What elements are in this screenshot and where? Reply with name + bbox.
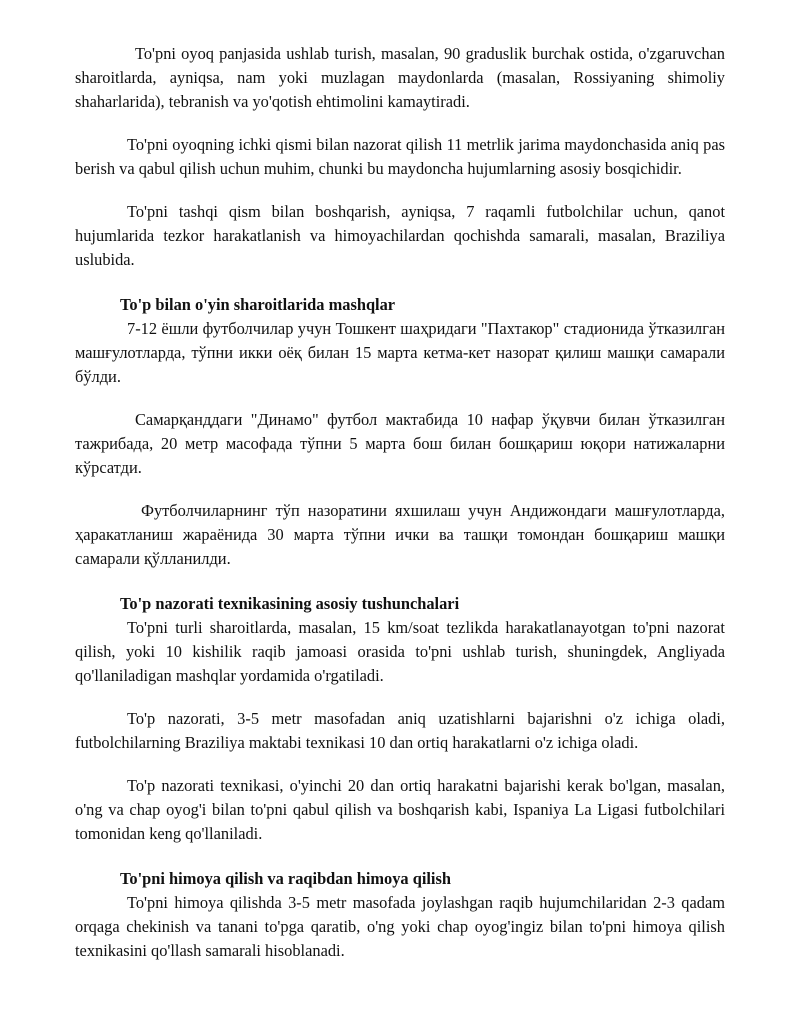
- paragraph: To'pni himoya qilishda 3-5 metr masofada joylashgan raqib hujumchilaridan 2-3 qadam orqaga chekinish va tanani to'pga qaratib, o'ng yoki chap oyog'ingiz bilan to'pni himoya qilish texnikasini qo'llash samarali hisoblanadi.: [75, 893, 725, 960]
- paragraph: To'p nazorati, 3-5 metr masofadan aniq uzatishlarni bajarishni o'z ichiga oladi, futbolchilarning Braziliya maktabi texnikasi 10 dan ortiq harakatlarni o'z ichiga oladi.: [75, 709, 725, 752]
- paragraph: To'pni oyoqning ichki qismi bilan nazorat qilish 11 metrlik jarima maydonchasida aniq pas berish va qabul qilish uchun muhim, chunki bu maydoncha hujumlarning asosiy bosqichidir.: [75, 135, 725, 178]
- paragraph: Самарқанддаги "Динамо" футбол мактабида 10 нафар ўқувчи билан ўтказилган тажрибада, 20 метр масофада тўпни 5 марта бош билан бошқариш юқори натижаларни кўрсатди.: [75, 410, 725, 477]
- paragraph: To'pni turli sharoitlarda, masalan, 15 km/soat tezlikda harakatlanayotgan to'pni nazorat qilish, yoki 10 kishilik raqib jamoasi orasida to'pni ushlab turish, shuningdek, Angliyada qo'llaniladigan mashqlar yordamida o'rgatiladi.: [75, 618, 725, 685]
- section-heading: To'p bilan o'yin sharoitlarida mashqlar: [120, 295, 396, 314]
- document-page: [75, 42, 725, 963]
- paragraph: Футболчиларнинг тўп назоратини яхшилаш учун Андижондаги машғулотларда, ҳаракатланиш жараёнида 30 марта тўпни ички ва ташқи томондан бошқариш машқи самарали қўлланилди.: [75, 501, 725, 568]
- paragraph: To'p nazorati texnikasi, o'yinchi 20 dan ortiq harakatni bajarishi kerak bo'lgan, masalan, o'ng va chap oyog'i bilan to'pni qabul qilish va boshqarish kabi, Ispaniya La Ligasi futbolchilari tomonidan keng qo'llaniladi.: [75, 776, 725, 843]
- paragraph: To'pni tashqi qism bilan boshqarish, ayniqsa, 7 raqamli futbolchilar uchun, qanot hujumlarida tezkor harakatlanish va himoyachilardan qochishda samarali, masalan, Braziliya uslubida.: [75, 202, 725, 269]
- section-heading: To'p nazorati texnikasining asosiy tushunchalari: [120, 594, 460, 613]
- paragraph: To'pni oyoq panjasida ushlab turish, masalan, 90 graduslik burchak ostida, o'zgaruvchan sharoitlarda, ayniqsa, nam yoki muzlagan maydonlarda (masalan, Rossiyaning shimoliy shaharlarida), tebranish va yo'qotish ehtimolini kamaytiradi.: [75, 44, 725, 111]
- paragraph: 7-12 ёшли футболчилар учун Тошкент шаҳридаги "Пахтакор" стадионида ўтказилган машғулотларда, тўпни икки оёқ билан 15 марта кетма-кет назорат қилиш машқи самарали бўлди.: [75, 319, 725, 386]
- section-heading: To'pni himoya qilish va raqibdan himoya qilish: [120, 869, 451, 888]
